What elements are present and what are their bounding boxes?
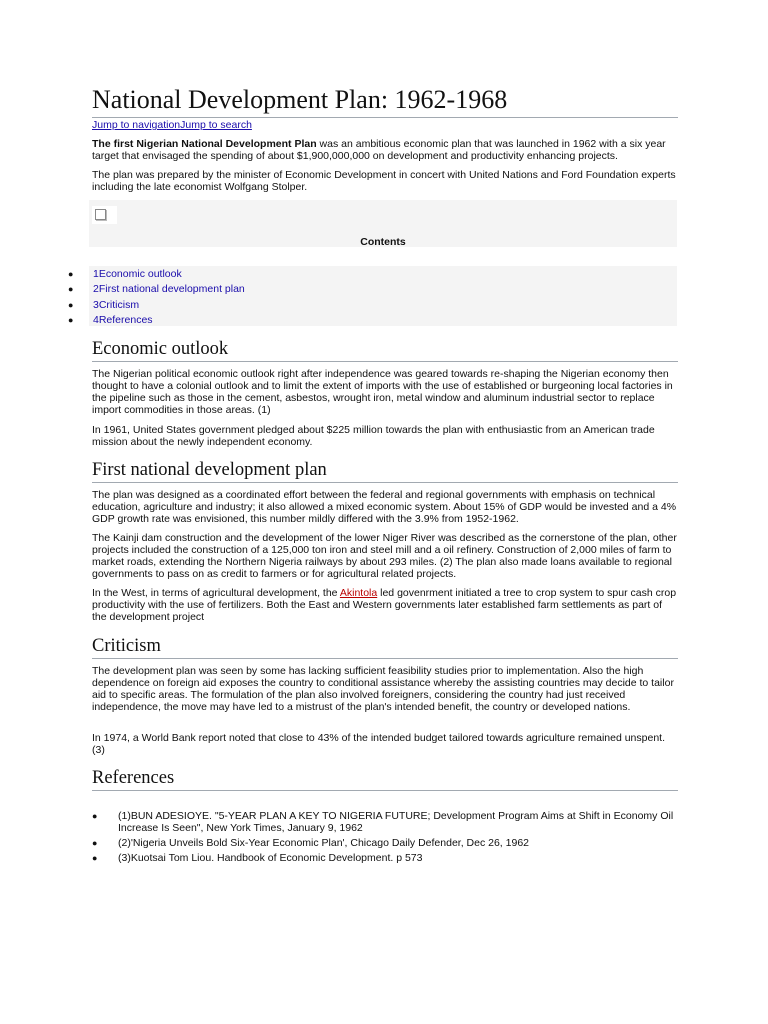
jump-to-navigation-link[interactable]: Jump to navigation [92, 119, 181, 131]
criticism-paragraph-1: The development plan was seen by some has lacking sufficient feasibility studies prior to implementation. Also the high dependence on foreign aid exposes the country to conditional assistance whereby the assisting countries may decide to tailor aid to specific areas. The formulation of the plan also involved foreigners, considering the country had just received independence, the move may have led to a mistrust of the plan's intended benefit, the country or developed nations. [92, 665, 674, 713]
bullet-icon: ● [92, 838, 98, 848]
bullet-icon: ● [92, 853, 98, 863]
toc-item-references[interactable]: 4References [93, 314, 153, 326]
toc-toggle-checkbox[interactable] [92, 206, 117, 224]
intro-rest: was an ambitious economic plan that was launched in 1962 with a six year target that envisaged the spending of about $1,900,000,000 on development and productivity enhancing projects. [92, 138, 666, 162]
intro-paragraph-1 [92, 138, 678, 162]
bullet-icon: ● [92, 811, 98, 821]
toc-list [68, 266, 677, 326]
heading-first-national-plan: First national development plan [92, 459, 678, 483]
intro-bold-lead: The first Nigerian National Development Plan [92, 138, 317, 150]
jump-links [92, 119, 252, 131]
reference-item: (3)Kuotsai Tom Liou. Handbook of Economic Development. p 573 [118, 852, 423, 864]
bullet-icon: ● [68, 284, 74, 294]
economic-paragraph-1: The Nigerian political economic outlook right after independence was geared towards re-shaping the Nigerian economy then thought to have a colonial outlook and to limit the extent of imports with the use of established or burgeoning local factories in the pipeline such as those in the cement, asbestos, wrought iron, metal window and aluminum industrial sector to replace import commodities in those areas. (1) [92, 368, 673, 416]
bullet-icon: ● [68, 269, 74, 279]
jump-to-search-link[interactable]: Jump to search [180, 119, 252, 131]
economic-paragraph-2: In 1961, United States government pledged about $225 million towards the plan with enthusiastic from an American trade mission about the newly independent economy. [92, 424, 655, 448]
plan-paragraph-3 [92, 587, 678, 623]
plan-p3-end: led govenrment initiated a tree to crop system to spur cash crop productivity with the use of fertilizers. Both the East and Western governments later established farm settlements as part of the development project [92, 587, 677, 623]
akintola-link[interactable]: Akintola [339, 587, 378, 599]
heading-criticism: Criticism [92, 635, 678, 659]
plan-paragraph-2: The Kainji dam construction and the development of the lower Niger River was described as the cornerstone of the plan, other projects included the construction of a 125,000 ton iron and steel mill and a oil refinery. Construction of 2,000 miles of farm to market roads, extending the Northern Nigeria railways by about 293 miles. (2) The plan also made loans available to regional governments to pass on as credit to farmers or for agricultural related projects. [92, 532, 677, 580]
plan-p3-start: In the West, in terms of agricultural development, the [92, 587, 340, 599]
checkbox-icon [95, 209, 106, 220]
reference-item: (2)'Nigeria Unveils Bold Six-Year Economic Plan', Chicago Daily Defender, Dec 26, 1962 [118, 837, 529, 849]
page-title: National Development Plan: 1962-1968 [92, 84, 678, 118]
intro-paragraph-2: The plan was prepared by the minister of Economic Development in concert with United Nations and Ford Foundation experts including the late economist Wolfgang Stolper. [92, 169, 676, 193]
toc-item-economic-outlook[interactable]: 1Economic outlook [93, 268, 182, 280]
heading-references: References [92, 767, 678, 791]
toc-item-first-national-plan[interactable]: 2First national development plan [93, 283, 245, 295]
toc-item-criticism[interactable]: 3Criticism [93, 299, 140, 311]
bullet-icon: ● [68, 315, 74, 325]
criticism-paragraph-2: In 1974, a World Bank report noted that close to 43% of the intended budget tailored towards agriculture remained unspent. (3) [92, 732, 666, 756]
toc-title: Contents [360, 236, 406, 248]
heading-economic-outlook: Economic outlook [92, 338, 678, 362]
bullet-icon: ● [68, 300, 74, 310]
reference-item: (1)BUN ADESIOYE. "5-YEAR PLAN A KEY TO NIGERIA FUTURE; Development Program Aims at Shift in Economy Oil Increase Is Seen", New York Times, January 9, 1962 [118, 810, 674, 834]
toc-header [89, 200, 677, 247]
plan-paragraph-1: The plan was designed as a coordinated effort between the federal and regional governments with emphasis on technical education, agriculture and industry; it also allowed a mixed economic system. About 15% of GDP would be invested and a 4% GDP growth rate was envisioned, this number mildly differed with the 3.9% from 1952-1962. [92, 489, 677, 525]
